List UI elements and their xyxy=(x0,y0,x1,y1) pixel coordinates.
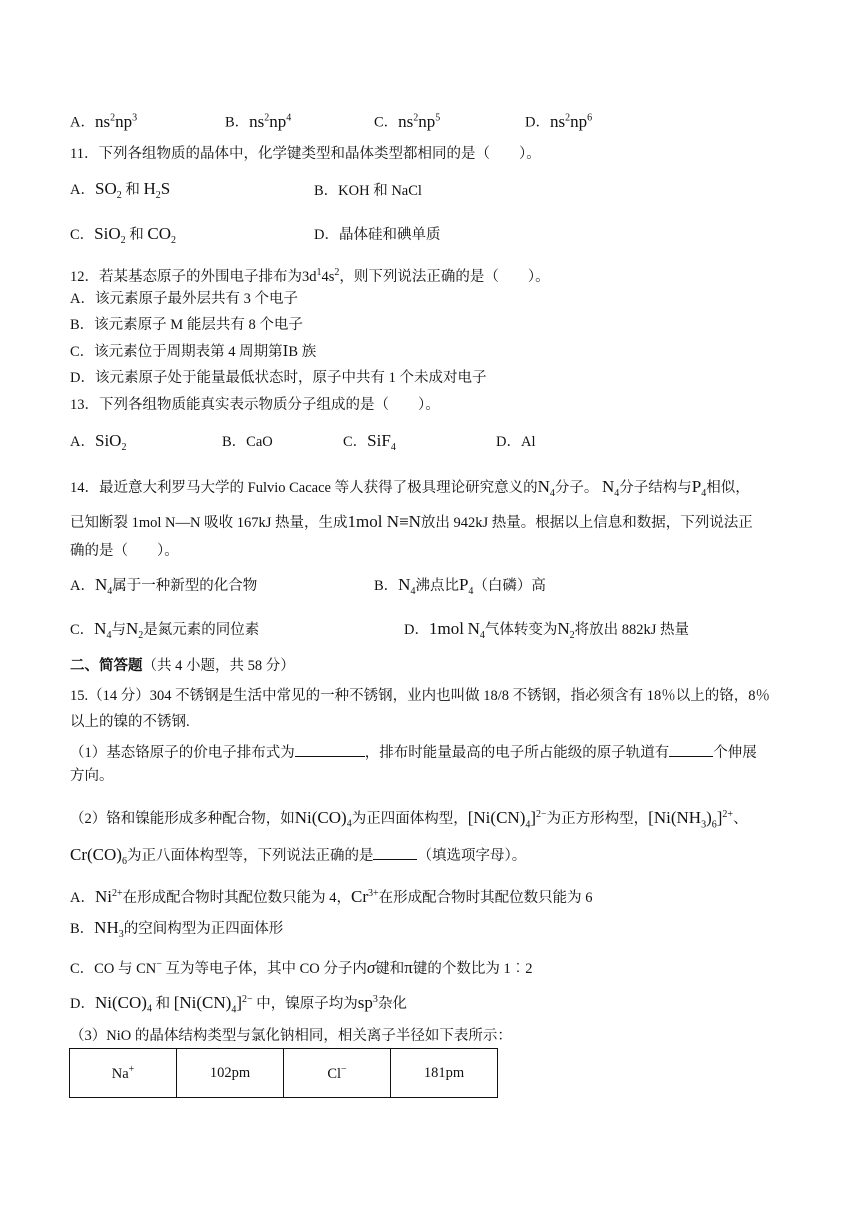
q12-option-c: C．该元素位于周期表第 4 周期第ⅠB 族 xyxy=(70,344,317,360)
q12-stem: 12．若某基态原子的外围电子排布为$3d^14s^2$，则下列说法正确的是（ ）。 xyxy=(70,267,550,285)
q15-option-c: C．CO 与 CN− 互为等电子体，其中 CO 分子内σ键和π键的个数比为 1︰2 xyxy=(70,957,533,977)
q11-stem: 11．下列各组物质的晶体中，化学键类型和晶体类型都相同的是（ ）。 xyxy=(70,146,541,162)
q13-option-a: A．SiO$_2$ xyxy=(70,431,127,453)
table-cell: 181pm xyxy=(391,1049,498,1098)
answer-blank-1[interactable] xyxy=(295,742,365,757)
q13-option-d: D．Al xyxy=(496,434,536,450)
q10-option-d: D．$ns^2np^6$ xyxy=(525,111,593,131)
q12-option-b: B．该元素原子 M 能层共有 8 个电子 xyxy=(70,317,303,333)
q15-option-b: B．$NH_3$的空间构型为正四面体形 xyxy=(70,918,284,940)
q13-option-c: C．SiF$_4$ xyxy=(343,431,396,453)
q13-stem: 13．下列各组物质能真实表示物质分子组成的是（ ）。 xyxy=(70,397,440,413)
table-cell: 102pm xyxy=(177,1049,284,1098)
ion-radius-table xyxy=(69,1048,498,1098)
table-cell: Na+ xyxy=(70,1049,177,1098)
q15-intro-line1: 15.（14 分）304 不锈钢是生活中常见的一种不锈钢，业内也叫做 18/8 不锈钢，指必须含有 18％以上的铬，8％ xyxy=(70,688,771,704)
q12-option-d: D．该元素原子处于能量最低状态时，原子中共有 1 个未成对电子 xyxy=(70,370,487,386)
table-cell: Cl− xyxy=(284,1049,391,1098)
q15-part3: （3）NiO 的晶体结构类型与氯化钠相同，相关离子半径如下表所示： xyxy=(70,1028,512,1044)
q14-stem-line2: 已知断裂 1mol N—N 吸收 167kJ 热量，生成1mol N≡N放出 942kJ 热量。根据以上信息和数据，下列说法正 xyxy=(70,512,753,531)
q14-option-b: B．$N_4$沸点比$P_4$（白磷）高 xyxy=(374,575,546,597)
q15-part2-line2: $Cr(CO)_6$为正八面体构型等，下列说法正确的是 （填选项字母）。 xyxy=(70,845,527,867)
q11-option-c: C．SiO$_2$ 和 $CO_2$ xyxy=(70,224,177,246)
q13-option-b: B．CaO xyxy=(222,434,273,450)
q15-part1-line1: （1）基态铬原子的价电子排布式为 ，排布时能量最高的电子所占能级的原子轨道有 个伸展 xyxy=(70,742,757,763)
table-row xyxy=(70,1049,498,1098)
q11-option-a: A．$SO_2$ 和 $H_2S$ xyxy=(70,179,171,201)
q10-option-b: B．$ns^2np^4$ xyxy=(225,111,292,131)
q10-option-a: A．$ns^2np^3$ xyxy=(70,111,138,131)
q14-option-a: A．$N_4$属于一种新型的化合物 xyxy=(70,575,258,597)
q10-option-c: C．$ns^2np^5$ xyxy=(374,111,441,131)
q15-option-a: A．$Ni^{2+}$在形成配合物时其配位数只能为 4，$Cr^{3+}$在形成配合物时其配位数只能为 6 xyxy=(70,886,593,906)
q12-option-a: A．该元素原子最外层共有 3 个电子 xyxy=(70,291,298,307)
q15-intro-line2: 以上的镍的不锈钢. xyxy=(70,714,190,730)
q14-option-c: C．$N_4$与$N_2$是氮元素的同位素 xyxy=(70,619,260,641)
q15-part2-line1: （2）铬和镍能形成多种配合物，如$Ni(CO)_4$为正四面体构型，$[Ni(CN)_4]^{2-}$为正方形构型，$[Ni(NH_3)_6]^{2+}$、 xyxy=(70,807,748,831)
q11-option-b: B．KOH 和 NaCl xyxy=(314,183,422,199)
answer-blank-3[interactable] xyxy=(373,845,417,860)
answer-blank-2[interactable] xyxy=(669,742,713,757)
q11-option-d: D．晶体硅和碘单质 xyxy=(314,227,441,243)
q15-option-d: D．$Ni(CO)_4$ 和 $[Ni(CN)_4]^{2-}$ 中，镍原子均为$sp^3$杂化 xyxy=(70,992,407,1016)
q15-part1-line2: 方向。 xyxy=(70,768,114,784)
q14-option-d: D．1mol $N_4$气体转变为$N_2$将放出 882kJ 热量 xyxy=(404,619,690,641)
q14-stem-line3: 确的是（ ）。 xyxy=(70,543,179,559)
q14-stem-line1: 14．最近意大利罗马大学的 Fulvio Cacace 等人获得了极具理论研究意义的$N_4$分子。 $N_4$分子结构与$P_4$相似， xyxy=(70,477,750,499)
section-heading: 二、简答题（共 4 小题，共 58 分） xyxy=(70,658,295,674)
